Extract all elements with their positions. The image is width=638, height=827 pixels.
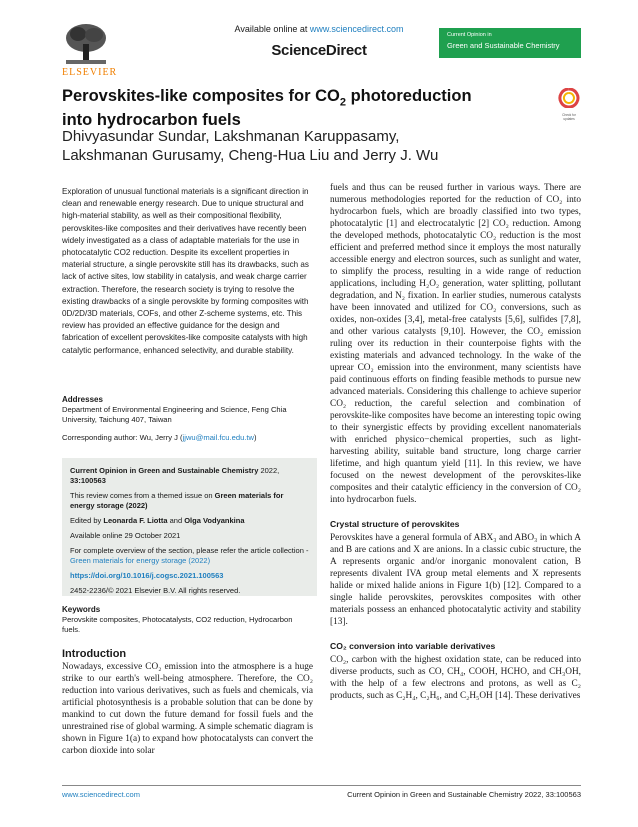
elsevier-wordmark: ELSEVIER xyxy=(62,67,118,78)
body-paragraph: fuels and thus can be reused further in various ways. There are numerous methodologies reported for the reduction of CO₂ into hydrocarbon fuels, which are broadly classified into two types, photocatalytic [1] and electrocatalytic [2] CO₂ reduction. Among the developed methods, photocatalytic CO₂ reduction is the most efficient and preferred method since it employs the most naturally accessible energy and electron sources, such as sunlight and water, to simplify the process, resulting in a wide range of reduction applications, including H₂O₂ generation, water splitting, pollutant degradation, and N₂ fixation. In earlier studies, numerous catalysts have been innovated and utilized for CO₂ conversions, such as oxides, non-oxides [3,4], metal-free catalysts [5,6], sulfides [7,8], and other various catalysts [9,10]. However, the CO₂ emission ruling over its reduction in their counterpoise fights with the existing materials and advanced technology. In the wake of the uprear CO₂ emission into the environment, many scientists have paid continuous efforts on finding feasible methods to pursue new advanced materials. Considering this challenge to achieve superior CO₂ reduction, the careful selection and combination of perovskite-like composites have become an interesting topic owing to their synergistic effects by providing excellent nanomaterials with enriched physico−chemical properties, such as light-harvesting ability, suitable band structure, long charge carrier lifetime, and high quantum yield [11]. In this review, we have focused on the newest development of the perovskites-like composites and their catalytic efficiency in the conversion of CO₂ into hydrocarbon fuels. xyxy=(330,183,581,505)
article-authors: Dhivyasundar Sundar, Lakshmanan Karuppasamy, Lakshmanan Gurusamy, Cheng-Hua Liu and Jerry J. Wu xyxy=(62,128,439,164)
introduction-text: Nowadays, excessive CO₂ emission into the atmosphere is a huge strike to our earth's well-being atmosphere. Therefore, the CO₂ reduction into various derivatives, such as fuels and chemicals, via artificial photosynthesis is a probable solution that can be done by mankind to cut down the future demand for fossil fuels and the unrestrained rise of global warming. A simple schematic diagram is shown in Figure 1(a) to expand how photocatalysts can convert the carbon dioxide into solar xyxy=(62,662,313,756)
article-info-box: Current Opinion in Green and Sustainable Chemistry 2022, 33:100563 This review comes from a themed issue on Green materials for energy storage (2022) Edited by Leonarda F. Liotta and Olga Vodyankina Available online 29 October 2021 For complete overview of the section, please refer the article collection - Green materials for energy storage (2022) https://doi.org/10.1016/j.cogsc.2021.100563 2452-2236/© 2021 Elsevier B.V. All rights reserved. xyxy=(62,458,317,596)
body-paragraph: Perovskites have a general formula of ABX₃ and ABO₃ in which A and B are cations and X are anions. In a classic cubic structure, the A represents organic and/or inorganic monovalent cation, B represents divalent IVA group metal elements and X represents halide or mixed halide anions in Figure 1(b) [12]. Compared to a single halide perovskites, perovskites composites with other materials possess an enhanced photocatalytic activity and stability [13]. xyxy=(330,533,581,627)
footer-citation: Current Opinion in Green and Sustainable Chemistry 2022, 33:100563 xyxy=(347,790,581,799)
doi-link[interactable]: https://doi.org/10.1016/j.cogsc.2021.100563 xyxy=(70,571,224,580)
right-column xyxy=(330,182,581,702)
abstract: Exploration of unusual functional materials is a significant direction in clean and renewable energy research. Due to unique structural and high-material stability, as well as their compositional flexibility, perovskites-like composites and their derivatives have recently been widely investigated as a class of adaptable materials for the use in photocatalytic CO2 reduction. Despite its excellent properties in material structure, a single perovskite still has its drawbacks, such as lack of active sites, low stability in catalysis, and weak charge carrier extraction. Therefore, the research society is trying to resolve the existing drawbacks of a single perovskite by forming composites with 0D/2D/3D materials, COFs, and other Z-scheme systems, etc. This review has provided an effective guidance for the design and fabrication of excellent perovskites-like composite catalysts with high catalytic performance, enhanced selectivity, and durable stability. xyxy=(62,187,309,355)
footer-rule xyxy=(62,785,581,786)
author-email-link[interactable]: jjwu@mail.fcu.edu.tw xyxy=(182,433,255,442)
section-heading-co2-conversion: CO₂ conversion into variable derivatives xyxy=(330,641,496,651)
journal-banner: Current Opinion in Green and Sustainable Chemistry xyxy=(439,28,581,58)
available-online-line: Available online at www.sciencedirect.com xyxy=(234,24,404,34)
keywords: Keywords Perovskite composites, Photocatalysts, CO2 reduction, Hydrocarbon fuels. xyxy=(62,605,293,634)
check-for-updates-badge[interactable]: Check for updates xyxy=(558,88,580,116)
corresponding-author: Corresponding author: Wu, Jerry J (jjwu@mail.fcu.edu.tw) xyxy=(62,433,257,442)
sciencedirect-brand: ScienceDirect xyxy=(271,42,367,59)
check-for-updates-icon xyxy=(558,88,580,108)
article-title: Perovskites-like composites for $CO_2$ photoreduction into hydrocarbon fuels xyxy=(62,87,472,130)
section-heading-crystal-structure: Crystal structure of perovskites xyxy=(330,519,460,529)
addresses: Addresses Department of Environmental Engineering and Science, Feng Chia University, Taichung 407, Taiwan xyxy=(62,395,287,424)
body-paragraph: CO₂, carbon with the highest oxidation state, can be reduced into diverse products, such as CO, CH₄, COOH, HCHO, and CH₃OH, with the help of a few electrons and protons, as well as C₂ products, such as C₂H₄, C₂H₆, and C₂H₅OH [14]. These derivatives xyxy=(330,655,581,701)
sciencedirect-link[interactable]: www.sciencedirect.com xyxy=(309,24,404,34)
introduction-heading: Introduction xyxy=(62,648,127,660)
footer-website-link[interactable]: www.sciencedirect.com xyxy=(62,790,140,799)
collection-link[interactable]: Green materials for energy storage (2022) xyxy=(70,556,211,565)
